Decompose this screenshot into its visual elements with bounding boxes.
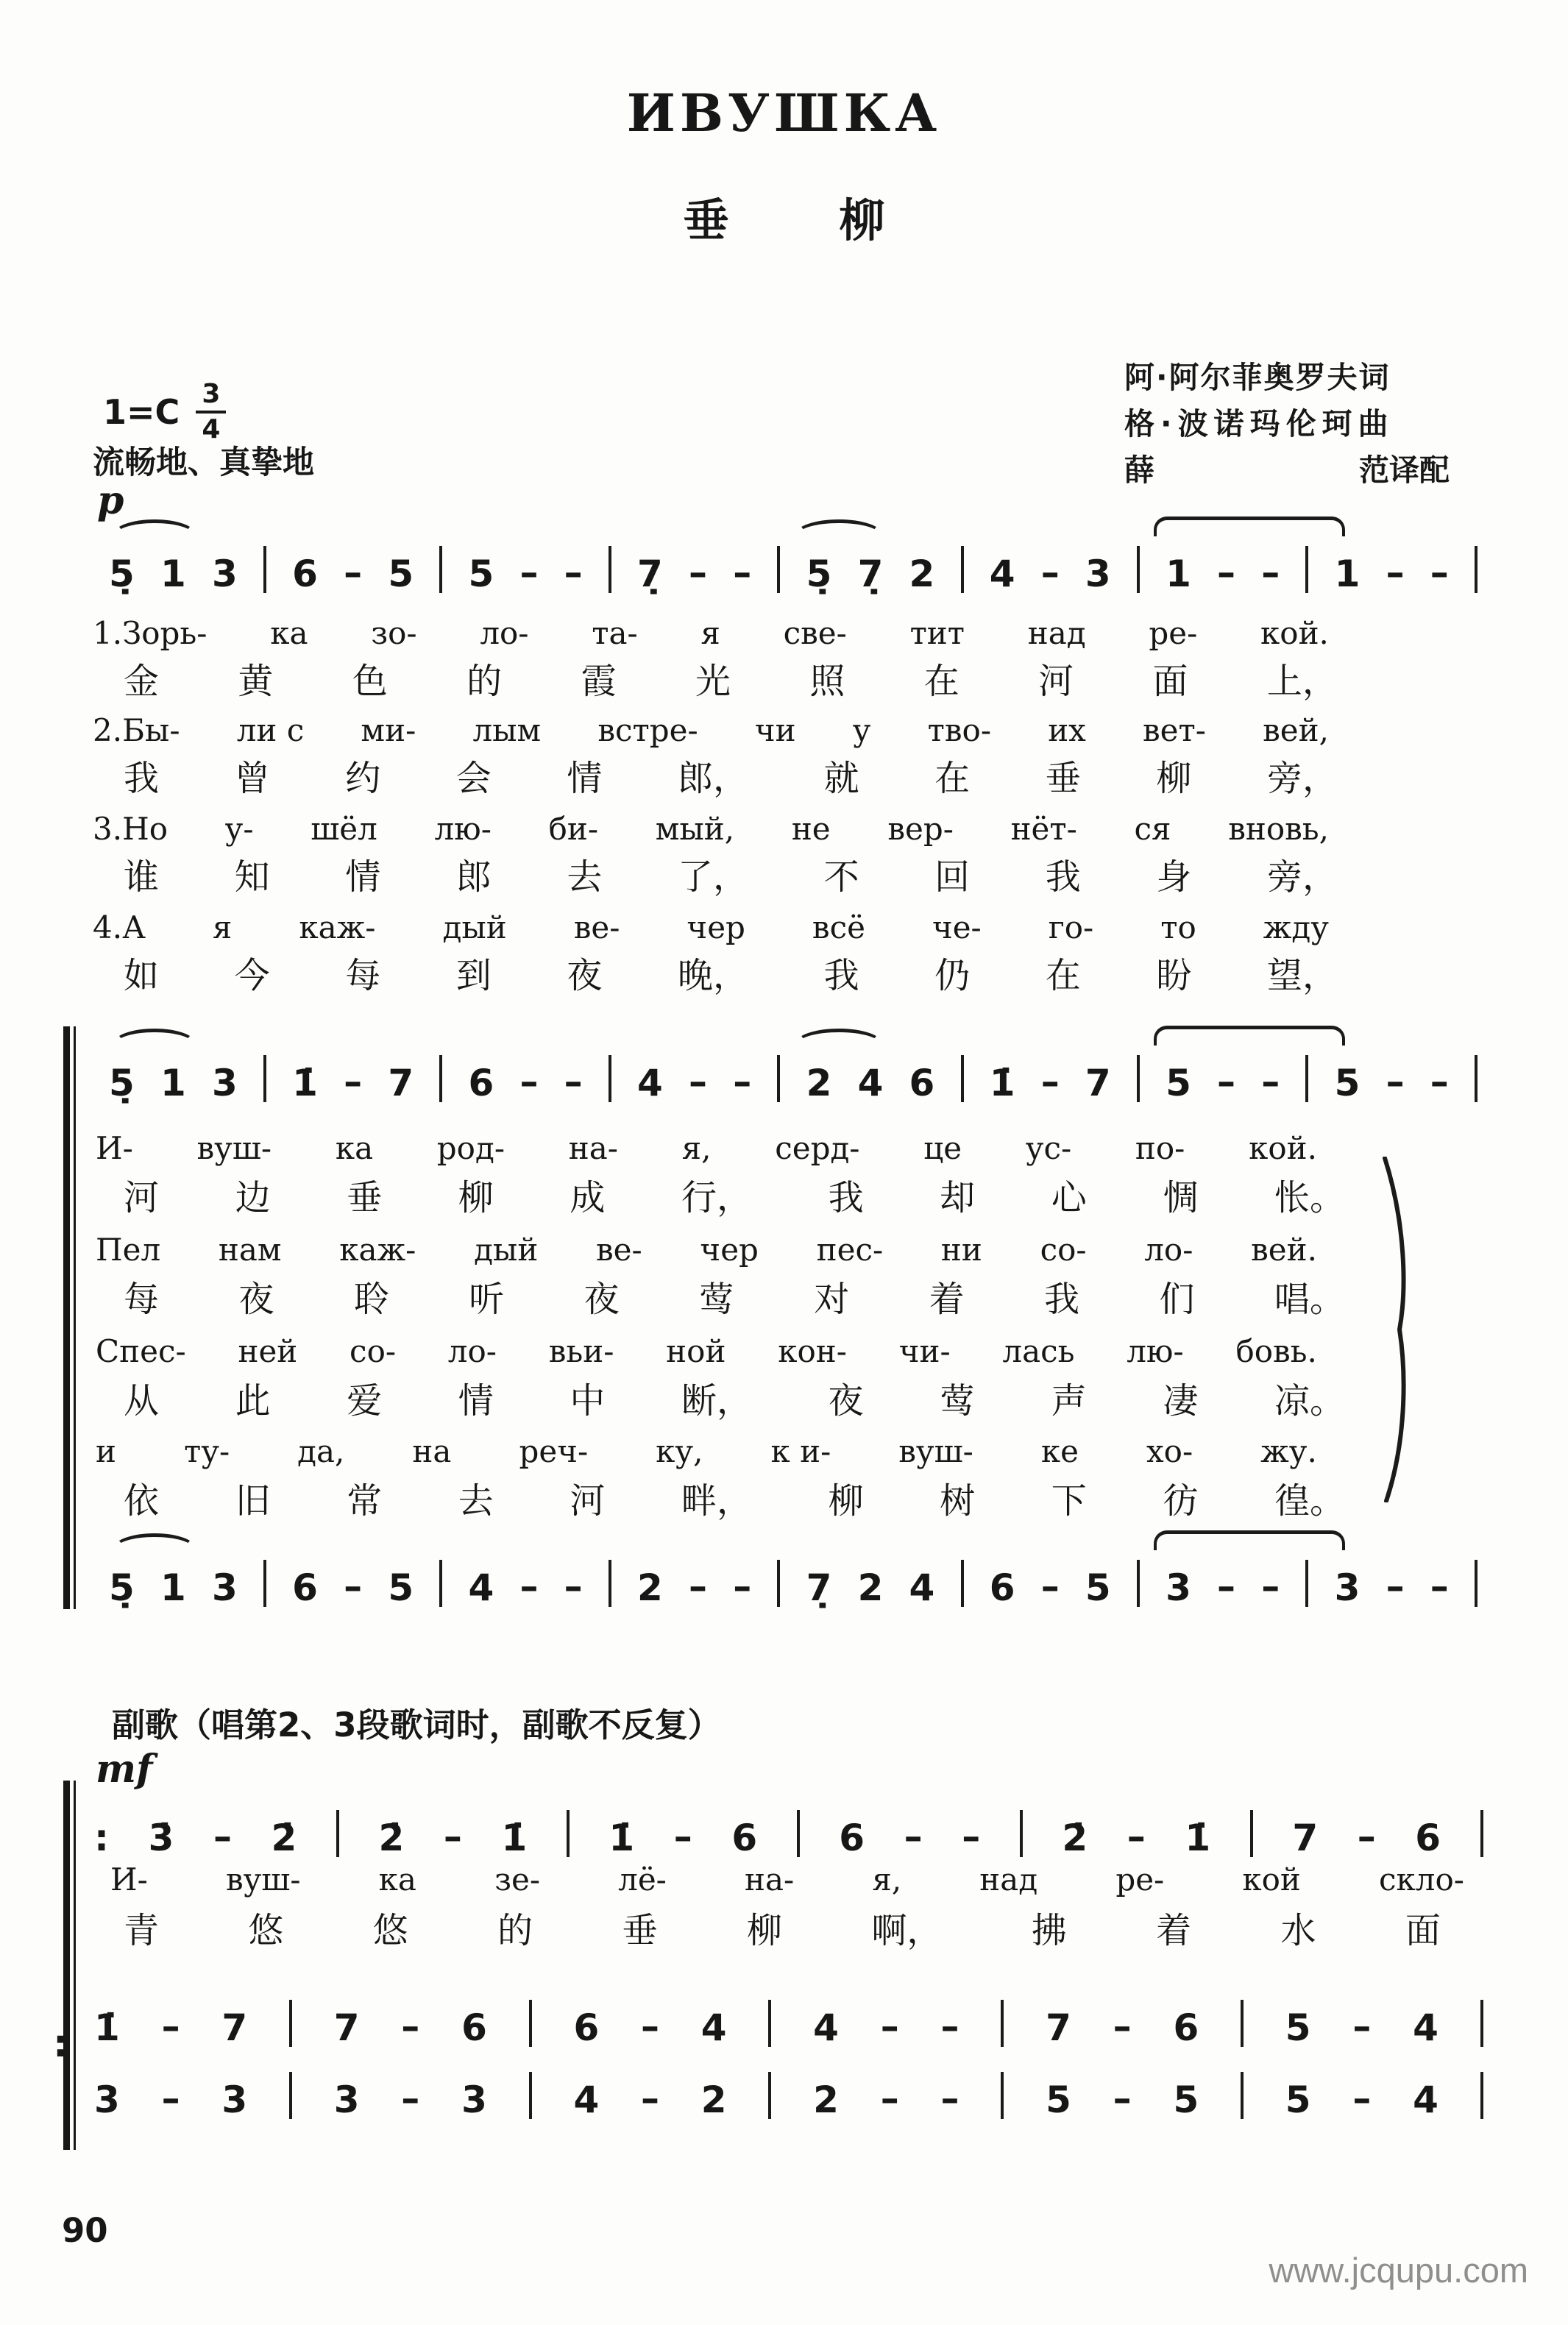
lyric-row-ru-verse3: 3.Но у- шёл лю- би- мый, не вер- нёт- ся вновь, (93, 811, 1329, 847)
tie (1154, 517, 1345, 536)
song-title-chinese: 垂 柳 (683, 194, 885, 247)
lyric-row-cn-verse1: 金 黄 色 的 霞 光 照 在 河 面 上， (124, 661, 1338, 702)
notes-row: 5̣ 1 3 1̇ – 7 6 – – 4 – – 2 4 6 1̇ – 7 5 – – 5 – – (109, 1055, 1477, 1104)
song-title: ИВУШКА (626, 82, 942, 143)
music-line-3 (109, 1529, 1477, 1608)
system-bracket (63, 1026, 76, 1609)
lyric-row-cn-mid1: 河 边 垂 柳 成 行， 我 却 心 惆 怅。 (124, 1177, 1345, 1218)
notes-row: 1̇ – 7 7 – 6 6 – 4 4 – – 7 – 6 5 – 4 (94, 2000, 1483, 2048)
lyric-row-ru-mid3: Спес- ней со- ло- вьи- ной кон- чи- лась лю- бовь. (96, 1333, 1317, 1369)
dynamic-mezzo-forte: mf (96, 1747, 153, 1792)
page-number: 90 (62, 2211, 108, 2250)
slur (113, 1533, 196, 1563)
composer-credit: 格·波诺玛伦珂曲 (1124, 406, 1394, 441)
lyric-row-cn-mid3: 从 此 爱 情 中 断， 夜 莺 声 凄 凉。 (124, 1380, 1345, 1421)
key-signature: 1=C (103, 392, 180, 432)
translator-credit: 薛 范译配 (1124, 452, 1450, 488)
notes-row: 5̣ 1 3 6 – 5 4 – – 2 – – 7̣ 2 4 6 – 5 3 – – 3 – – (109, 1560, 1477, 1608)
chorus-instruction: 副歌（唱第2、3段歌词时，副歌不反复） (112, 1705, 721, 1744)
credits-block (1124, 352, 1450, 491)
notes-row: 5̣ 1 3 6 – 5 5 – – 7̣ – – 5̣ 7̣ 2 4 – 3 1 – – 1 – – (109, 546, 1477, 594)
tie (1154, 1530, 1345, 1550)
tie (1154, 1026, 1345, 1046)
lyric-row-ru-mid1: И- вуш- ка род- на- я, серд- це ус- по- кой. (96, 1130, 1317, 1166)
time-signature-numerator: 3 (196, 381, 226, 413)
lyric-row-cn-verse4: 如 今 每 到 夜 晚， 我 仍 在 盼 望， (124, 955, 1338, 996)
bracket-thick-bar (63, 1026, 70, 1609)
lyric-row-cn-mid2: 每 夜 聆 听 夜 莺 对 着 我 们 唱。 (124, 1279, 1345, 1320)
lyric-row-cn-verse3: 谁 知 情 郎 去 了， 不 回 我 身 旁， (124, 856, 1338, 898)
dynamic-piano: p (97, 478, 124, 523)
right-brace (1380, 1157, 1416, 1502)
slur (113, 1029, 196, 1059)
lyric-row-cn-chorus: 青 悠 悠 的 垂 柳 啊， 拂 着 水 面 (124, 1910, 1441, 1951)
lyric-row-ru-verse4: 4.А я каж- дый ве- чер всё че- го- то жду (93, 909, 1329, 945)
lyric-row-ru-verse1: 1.Зорь- ка зо- ло- та- я све- тит над ре- кой. (93, 615, 1329, 651)
bracket-thin-bar (74, 1781, 76, 2150)
slur (795, 1029, 882, 1059)
lyric-row-ru-mid2: Пел нам каж- дый ве- чер пес- ни со- ло- вей. (96, 1232, 1317, 1268)
lyric-row-cn-mid4: 依 旧 常 去 河 畔， 柳 树 下 彷 徨。 (124, 1480, 1345, 1522)
lyricist-credit: 阿·阿尔菲奥罗夫词 (1124, 360, 1391, 395)
time-signature-denominator: 4 (202, 414, 221, 444)
music-line-5-voice1 (94, 1981, 1483, 2048)
music-line-4-chorus (94, 1779, 1483, 1859)
music-line-6-voice2 (94, 2053, 1483, 2120)
slur (113, 519, 196, 550)
time-signature (196, 381, 226, 443)
notes-row: 3 – 3 3 – 3 4 – 2 2 – – 5 – 5 5 – 4 (94, 2072, 1483, 2120)
music-line-2 (109, 1024, 1477, 1104)
watermark: www.jcqupu.com (1269, 2251, 1528, 2290)
system-bracket (63, 1781, 76, 2150)
bracket-thin-bar (74, 1026, 76, 1609)
notes-row: : 3̇ – 2̇ 2̇ – 1̇ 1̇ – 6 6 – – 2̇ – 1̇ 7 – 6 (94, 1810, 1483, 1859)
key-time-signature (103, 381, 226, 443)
slur (795, 519, 882, 550)
repeat-colon: : (53, 2022, 68, 2066)
lyric-row-ru-chorus: И- вуш- ка зе- лё- на- я, над ре- кой скло- (110, 1861, 1464, 1898)
bracket-thick-bar (63, 1781, 70, 2150)
lyric-row-ru-verse2: 2.Бы- ли с ми- лым встре- чи у тво- их вет- вей, (93, 712, 1329, 748)
lyric-row-ru-mid4: и ту- да, на реч- ку, к и- вуш- ке хо- жу. (96, 1433, 1317, 1469)
tempo-marking: 流畅地、真挚地 (93, 444, 314, 481)
music-line-1 (109, 515, 1477, 594)
lyric-row-cn-verse2: 我 曾 约 会 情 郎， 就 在 垂 柳 旁， (124, 758, 1338, 799)
